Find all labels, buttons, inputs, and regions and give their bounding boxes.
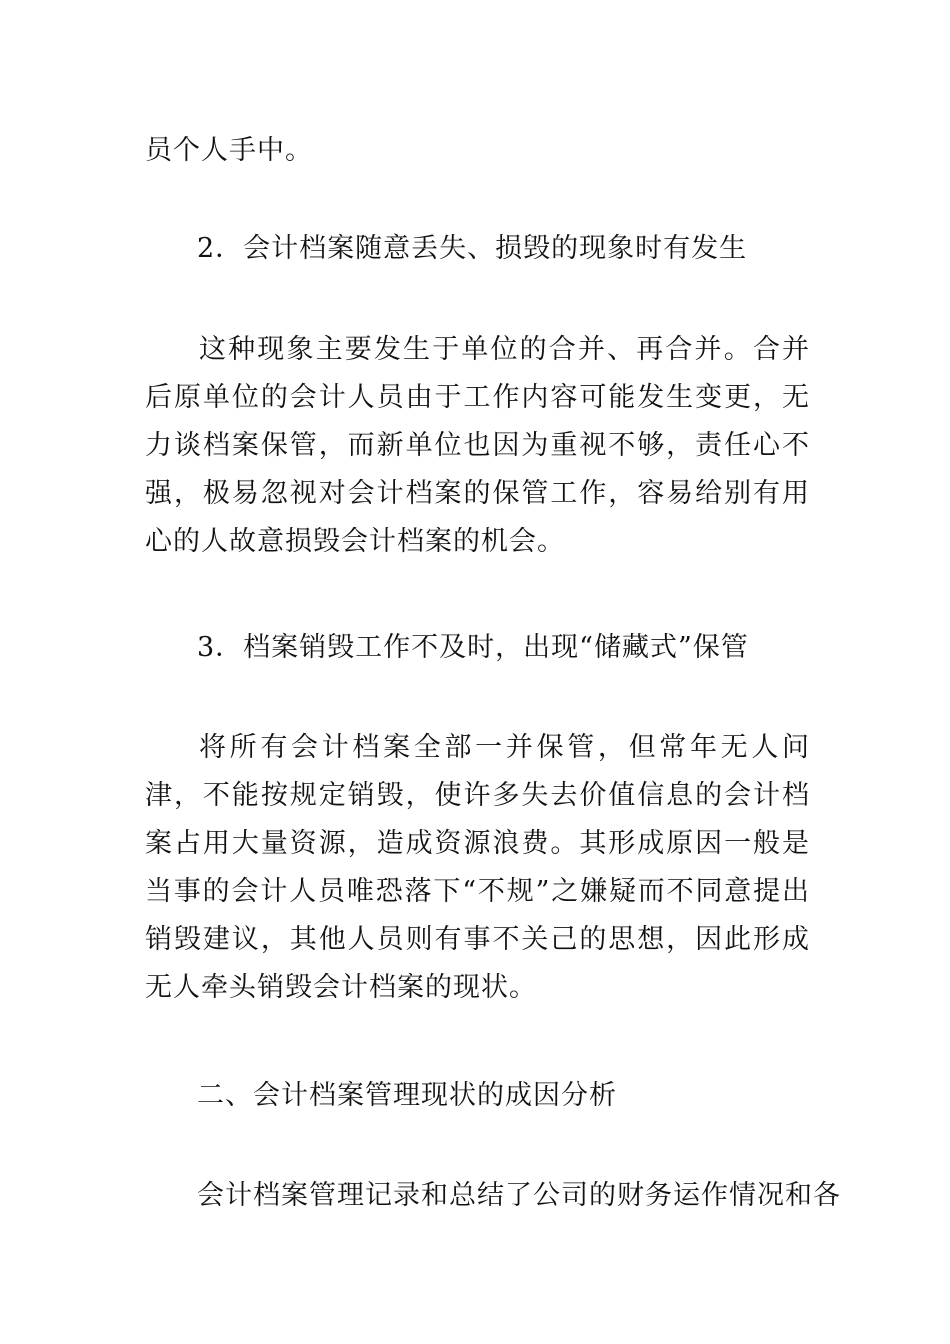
subheading: 2．会计档案随意丢失、损毁的现象时有发生 (197, 233, 748, 264)
paragraph: 这种现象主要发生于单位的合并、再合并。合并后原单位的会计人员由于工作内容可能发生变更，无力谈档案保管，而新单位也因为重视不够，责任心不强，极易忽视对会计档案的保管工作，容易给别有用心的人故意损毁会计档案的机会。 (145, 334, 810, 557)
section-heading: 二、会计档案管理现状的成因分析 (197, 1080, 617, 1111)
subheading: 3．档案销毁工作不及时，出现“储藏式”保管 (197, 632, 749, 663)
paragraph: 会计档案管理记录和总结了公司的财务运作情况和各 (197, 1180, 841, 1211)
text-line: 员个人手中。 (145, 135, 313, 166)
paragraph: 将所有会计档案全部一并保管，但常年无人问津，不能按规定销毁，使许多失去价值信息的会计档案占用大量资源，造成资源浪费。其形成原因一般是当事的会计人员唯恐落下“不规”之嫌疑而不同意提出销毁建议，其他人员则有事不关己的思想，因此形成无人牵头销毁会计档案的现状。 (145, 732, 810, 1003)
